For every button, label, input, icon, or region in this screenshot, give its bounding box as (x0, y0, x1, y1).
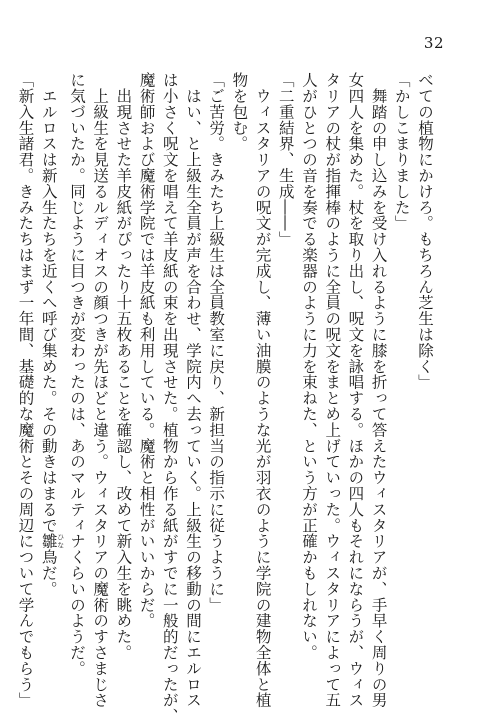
text-line-11: はい、と上級生全員が声を合わせ、学院内へ去っていく。上級生の移動の間にエルロス (183, 72, 202, 708)
text-line-12: は小さく呪文を唱えて羊皮紙の束を出現させた。植物から作る紙がすでに一般的だったが、 (160, 72, 179, 724)
text-line-2: 「かしこまりました」 (392, 72, 411, 231)
text-line-15: 上級生を見送るルディオスの顔つきが先ほどと違う。ウィスタリアの魔術のすさまじさ (91, 72, 110, 708)
text-line-8: ウィスタリアの呪文が完成し、薄い油膜のような光が羽衣のように学院の建物全体と植 (253, 72, 272, 708)
text-line-18: 「新入生諸君。きみたちはまず一年間、基礎的な魔術とその周辺について学んでもらう」 (16, 72, 35, 708)
text-line-3: 舞踏の申し込みを受け入れるように膝を折って答えたウィスタリアが、手早く周りの男 (369, 72, 388, 708)
text-line-14: 出現させた羊皮紙がぴったり十五枚あることを確認し、改めて新入生を眺めた。 (114, 72, 133, 661)
text-line-4: 女四人を集めた。杖を取り出し、呪文を詠唱する。ほかの四人もそれにならうが、ウィス (346, 72, 365, 708)
ruby-base: 雛 (39, 533, 58, 550)
page-number: 32 (423, 34, 444, 52)
ruby-hinadori (39, 533, 65, 550)
text-line-10: 「ご苦労。きみたち上級生は全員教室に戻り、新担当の指示に従うように」 (207, 72, 226, 613)
novel-text-body (16, 72, 436, 724)
text-line-17 (37, 72, 65, 662)
text-line-9: 物を包む。 (230, 72, 249, 152)
text-line-6: 人がひとつの音を奏でる楽器のように力を束ねた、という方が正確かもしれない。 (299, 72, 318, 661)
text-line-17-before: エルロスは新入生たちを近くへ呼び集めた。その動きはまるで (39, 72, 58, 534)
text-line-13: 魔術師および魔術学院では羊皮紙も利用している。魔術と相性がいいからだ。 (137, 72, 156, 629)
text-line-5: タリアの杖が指揮棒のように全員の呪文をまとめ上げていった。ウィスタリアによって五 (323, 72, 342, 708)
text-line-1: べての植物にかけろ。もちろん芝生は除く」 (416, 72, 434, 390)
text-line-17-after: 鳥だ。 (39, 549, 58, 597)
text-line-7: 「二重結界、生成――」 (276, 72, 295, 247)
text-line-16: に気づいたか。同じように目つきが変わったのは、あのマルティナくらいのようだ。 (67, 72, 86, 677)
ruby-reading: ひな (56, 533, 65, 549)
